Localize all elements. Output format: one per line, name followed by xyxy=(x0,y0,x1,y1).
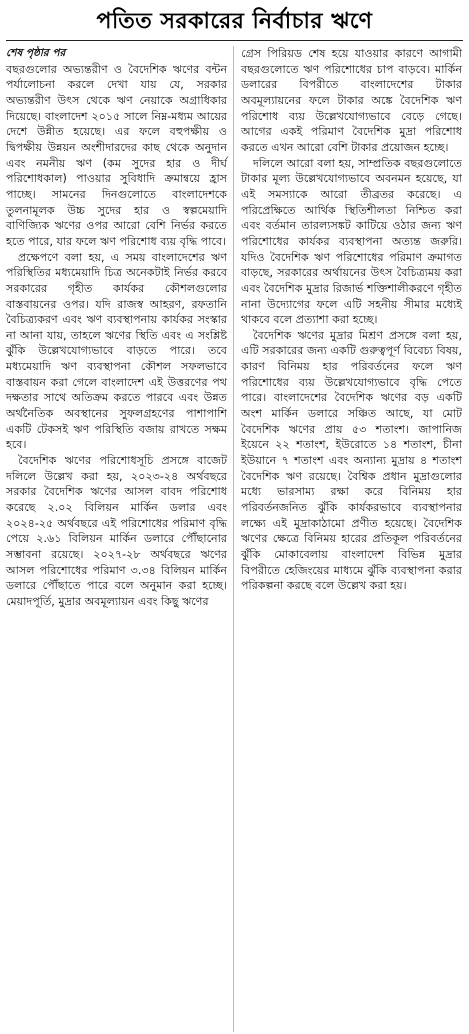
right-column xyxy=(234,46,464,1032)
paragraph: দলিলে আরো বলা হয়, সাম্প্রতিক বছরগুলোতে টাকার মূল্য উল্লেখযোগ্যভাবে অবনমন হয়েছে, যা এই সমস্যাকে আরো তীব্রতর করেছে। এ পরিপ্রেক্ষিতে আর্থিক স্থিতিশীলতা নিশ্চিত করা এবং বর্তমান তারল্যসঙ্কট কাটিয়ে ওঠার জন্য ঋণ পরিশোধের কার্যকর ব্যবস্থাপনা অত্যন্ত জরুরি। যদিও বৈদেশিক ঋণ পরিশোধের পরিমাণ ক্রমাগত বাড়ছে, সরকারের অর্থায়নের উৎস বৈচিত্র্যময় করা এবং বৈদেশিক মুদ্রার রিজার্ভ শক্তিশালীকরণে গৃহীত নানা উদ্যোগের ফলে এটি সহনীয় সীমার মধ্যেই থাকবে বলে প্রত্যাশা করা হচ্ছে। xyxy=(241,156,462,327)
paragraph: বছরগুলোর অভ্যন্তরীণ ও বৈদেশিক ঋণের বন্টন পর্যালোচনা করলে দেখা যায় যে, সরকার অভ্যন্তরীণ উৎস থেকে ঋণ নেয়াকে অগ্রাধিকার দিয়েছে। বাংলাদেশ ২০১৫ সালে নিম্ন-মধ্যম আয়ের দেশে উন্নীত হয়েছে। এর ফলে বহুপক্ষীয় ও দ্বিপক্ষীয় উন্নয়ন অংশীদারদের কাছ থেকে অনুদান এবং নমনীয় ঋণ (কম সুদের হার ও দীর্ঘ পরিশোধকাল) পাওয়ার সুবিধাদি ক্রমান্বয়ে হ্রাস পাচ্ছে। সামনের দিনগুলোতে বাংলাদেশকে তুলনামূলক উচ্চ সুদের হার ও স্বল্পমেয়াদি বাণিজ্যিক ঋণের ওপর আরো বেশি নির্ভর করতে হতে পারে, যার ফলে ঋণ পরিশোধ ব্যয় বৃদ্ধি পাবে। xyxy=(6,62,227,248)
paragraph: বৈদেশিক ঋণের মুদ্রার মিশ্রণ প্রসঙ্গে বলা হয়, এটি সরকারের জন্য একটি গুরুত্বপূর্ণ বিবেচ্য বিষয়, কারণ বিনিময় হার পরিবর্তনের ফলে ঋণ পরিশোধের ব্যয় উল্লেখযোগ্যভাবে বৃদ্ধি পেতে পারে। বাংলাদেশের বৈদেশিক ঋণের বড় একটি অংশ মার্কিন ডলারে সঞ্চিত আছে, যা মোট বৈদেশিক ঋণের প্রায় ৫৩ শতাংশ। জাপানিজ ইয়েনে ২২ শতাংশ, ইউরোতে ১৪ শতাংশ, চীনা ইউয়ানে ৭ শতাংশ এবং অন্যান্য মুদ্রায় ৪ শতাংশ বৈদেশিক ঋণ রয়েছে। বৈশ্বিক প্রধান মুদ্রাগুলোর মধ্যে ভারসাম্য রক্ষা করে বিনিময় হার পরিবর্তনজনিত ঝুঁকি কার্যকরভাবে ব্যবস্থাপনার লক্ষ্যে এই মুদ্রাকাঠামো প্রণীত হয়েছে। বৈদেশিক ঋণের ক্ষেত্রে বিনিময় হারের প্রতিকূল পরিবর্তনের ঝুঁকি মোকাবেলায় বাংলাদেশ বিভিন্ন মুদ্রার বিপরীতে হেজিংয়ের মাধ্যমে ঝুঁকি ব্যবস্থাপনা করার পরিকল্পনা করছে বলে উল্লেখ করা হয়। xyxy=(241,328,462,593)
continued-from-label: শেষ পৃষ্ঠার পর xyxy=(6,47,66,59)
paragraph: বৈদেশিক ঋণের পরিশোধসূচি প্রসঙ্গে বাজেট দলিলে উল্লেখ করা হয়, ২০২৩-২৪ অর্থবছরে সরকার বৈদেশিক ঋণের আসল বাবদ পরিশোধ করেছে ২.০২ বিলিয়ন মার্কিন ডলার এবং ২০২৪-২৫ অর্থবছরে এই পরিশোধের পরিমাণ বৃদ্ধি পেয়ে ২.৬১ বিলিয়ন মার্কিন ডলারে পৌঁছানোর সম্ভাবনা রয়েছে। ২০২৭-২৮ অর্থবছরে ঋণের আসল পরিশোধের পরিমাণ ৩.৩৪ বিলিয়ন মার্কিন ডলারে পৌঁছাতে পারে বলে অনুমান করা হচ্ছে। মেয়াদপূর্তি, মুদ্রার অবমূল্যায়ন এবং কিছু ঋণের xyxy=(6,454,227,608)
left-column xyxy=(4,46,234,1032)
article-headline: পতিত সরকারের নির্বাচার ঋণে xyxy=(6,4,463,41)
paragraph: প্রক্ষেপণে বলা হয়, এ সময় বাংলাদেশের ঋণ পরিস্থিতির মধ্যমেয়াদি চিত্র অনেকটাই নির্ভর করবে সরকারের গৃহীত কার্যকর কৌশলগুলোর বাস্তবায়নের ওপর। যদি রাজস্ব আহরণ, রফতানি বৈচিত্র্যকরণ এবং ঋণ ব্যবস্থাপনায় কার্যকর সংস্কার না আনা যায়, তাহলে ঋণের স্থিতি এবং এ সংশ্লিষ্ট ঝুঁকি উল্লেখযোগ্যভাবে বাড়তে পারে। তবে মধ্যমেয়াদি ঋণ ব্যবস্থাপনা কৌশল সফলভাবে বাস্তবায়ন করা গেলে বাংলাদেশ এই উত্তরণের পথ দক্ষতার সাথে অতিক্রম করতে পারবে এবং উন্নত অর্থনৈতিক অবস্থানের সুফলগ্রহণের পাশাপাশি একটি টেকসই ঋণ পরিস্থিতি বজায় রাখতে সক্ষম হবে। xyxy=(6,250,227,452)
paragraph: গ্রেস পিরিয়ড শেষ হয়ে যাওয়ার কারণে আগামী বছরগুলোতে ঋণ পরিশোধের চাপ বাড়বে। মার্কিন ডলারের বিপরীতে বাংলাদেশের টাকার অবমূল্যায়নের ফলে টাকার অঙ্কে বৈদেশিক ঋণ পরিশোধ ব্যয় উল্লেখযোগ্যভাবে বেড়ে গেছে। আগের একই পরিমাণ বৈদেশিক মুদ্রা পরিশোধ করতে এখন আরো বেশি টাকার প্রয়োজন হচ্ছে। xyxy=(241,47,462,154)
article-body xyxy=(4,46,465,1032)
